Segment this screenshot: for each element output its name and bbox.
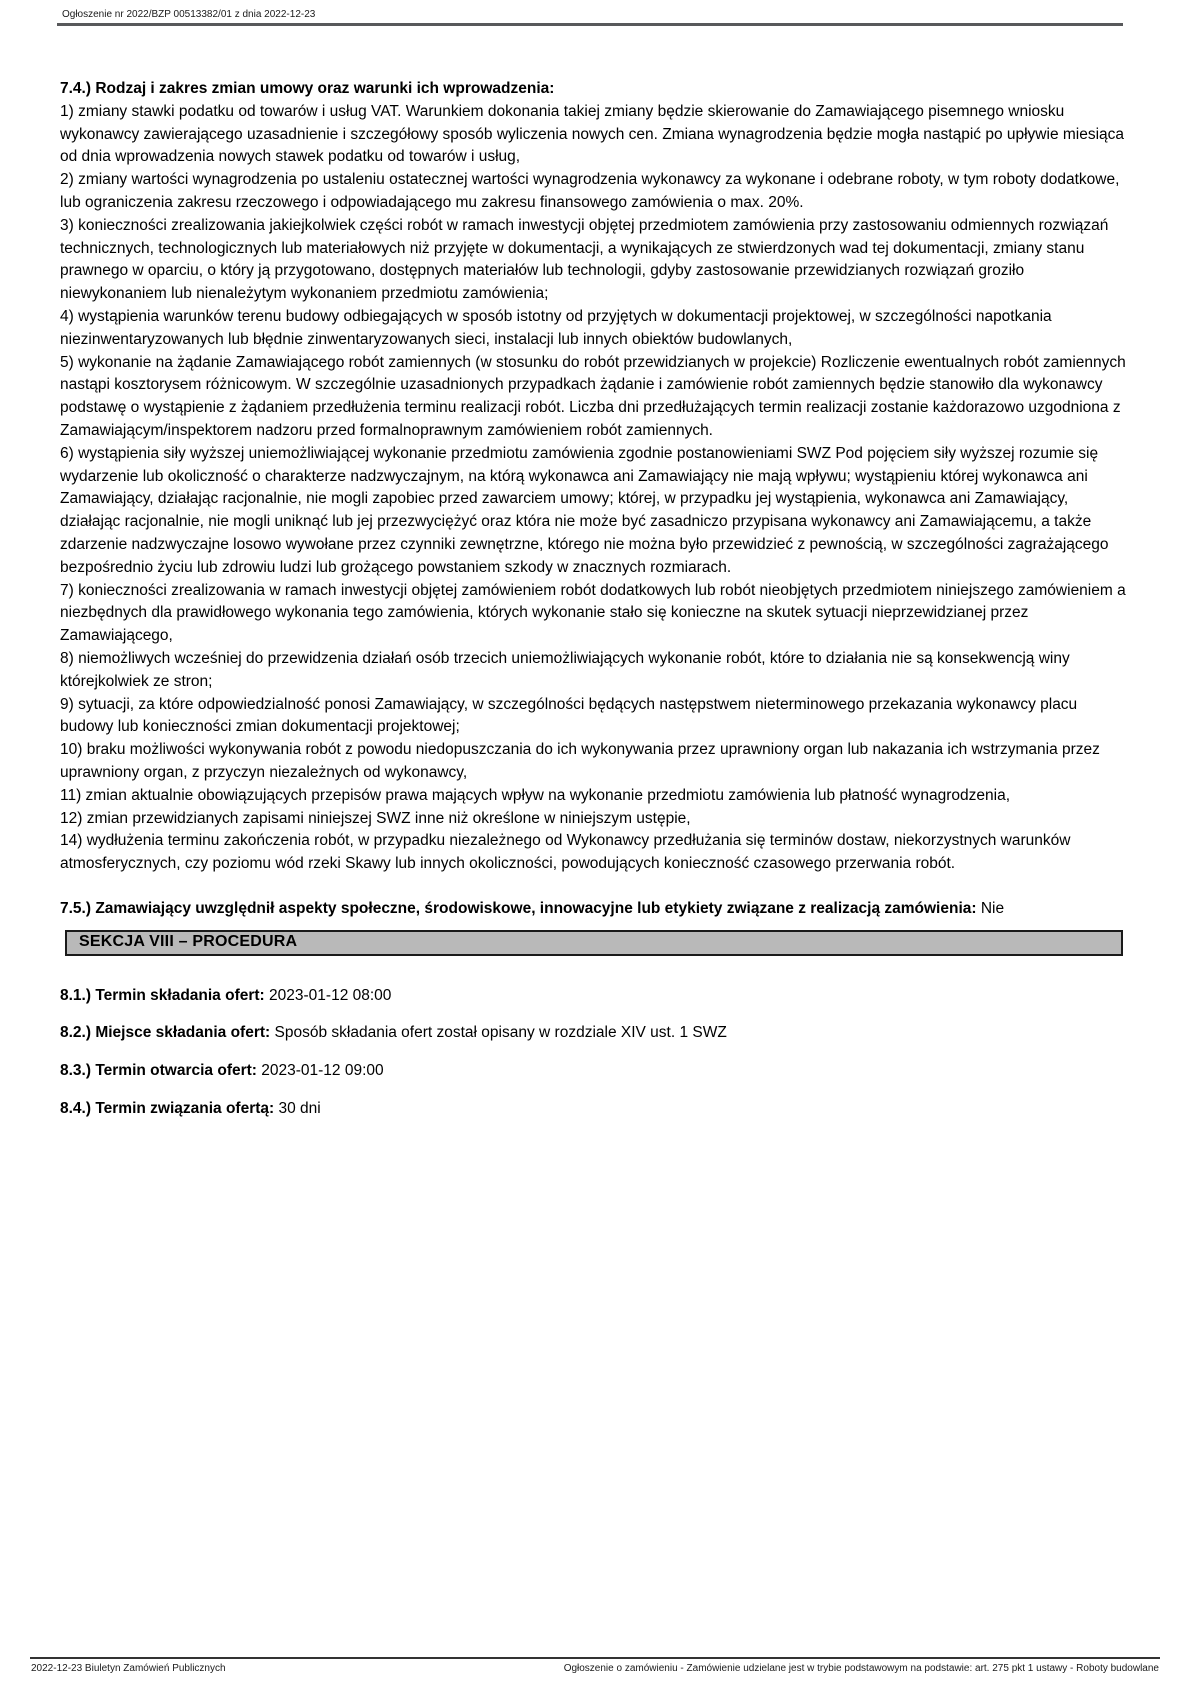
section-7-4-heading: 7.4.) Rodzaj i zakres zmian umowy oraz warunki ich wprowadzenia: bbox=[60, 80, 555, 97]
clause-item-11: 11) zmian aktualnie obowiązujących przepisów prawa mających wpływ na wykonanie przedmiotu zamówienia lub płatność wynagrodzenia, bbox=[60, 786, 1011, 804]
page-header-announcement-number: Ogłoszenie nr 2022/BZP 00513382/01 z dnia 2022-12-23 bbox=[62, 9, 316, 20]
section-viii-title: SEKCJA VIII – PROCEDURA bbox=[79, 933, 298, 951]
clause-item-10: 10) braku możliwości wykonywania robót z powodu niedopuszczania do ich wykonywania przez uprawniony organ lub nakazania ich wstrzymania przez uprawniony organ, z przyczyn niezależnych od wykonawcy, bbox=[60, 741, 1100, 781]
entry-8-4-label: 8.4.) Termin związania ofertą: bbox=[60, 1100, 275, 1118]
entry-8-1-termin-skladania-ofert bbox=[60, 985, 1132, 1008]
clause-item-1: 1) zmiany stawki podatku od towarów i usług VAT. Warunkiem dokonania takiej zmiany będzie skierowanie do Zamawiającego pisemnego wniosku wykonawcy zawierającego uzasadnienie i szczegółowy sposób wyliczenia nowych cen. Zmiana wynagrodzenia będzie mogła nastąpić po upływie miesiąca od dnia wprowadzenia nowych stawek podatku od towarów i usług, bbox=[60, 102, 1125, 166]
clause-item-2: 2) zmiany wartości wynagrodzenia po ustaleniu ostatecznej wartości wynagrodzenia wykonawcy za wykonane i odebrane roboty, w tym roboty dodatkowe, lub ograniczenia zakresu rzeczowego i odpowiadającego mu zakresu finansowego zamówienia o max. 20%. bbox=[60, 171, 1120, 211]
section-7-5-paragraph bbox=[60, 898, 1132, 921]
header-divider-rule bbox=[57, 23, 1123, 26]
footer-divider-rule bbox=[30, 1657, 1160, 1659]
section-8-entries bbox=[60, 985, 1132, 1121]
clause-item-3: 3) konieczności zrealizowania jakiejkolwiek części robót w ramach inwestycji objętej przedmiotem zamówienia przy zastosowaniu odmiennych rozwiązań technicznych, technologicznych lub materiałowych niż przyjęte w dokumentacji, a wynikających ze stwierdzonych wad tej dokumentacji, zmiany stanu prawnego w oparciu, o który ją przygotowano, dostępnych materiałów lub technologii, gdyby zastosowanie przewidzianych rozwiązań groziło niewykonaniem lub nienależytym wykonaniem przedmiotu zamówienia; bbox=[60, 216, 1109, 303]
clause-item-8: 8) niemożliwych wcześniej do przewidzenia działań osób trzecich uniemożliwiających wykonanie robót, które to działania nie są konsekwencją winy którejkolwiek ze stron; bbox=[60, 649, 1070, 690]
entry-8-2-miejsce-skladania-ofert bbox=[60, 1022, 1132, 1045]
footer-bulletin-label: 2022-12-23 Biuletyn Zamówień Publicznych bbox=[31, 1663, 226, 1674]
entry-8-4-termin-zwiazania-oferta bbox=[60, 1098, 1132, 1121]
section-7-5-value: Nie bbox=[980, 899, 1005, 917]
section-7-5-label: 7.5.) Zamawiający uwzględnił aspekty społeczne, środowiskowe, innowacyjne lub etykiety związane z realizacją zamówienia: bbox=[60, 899, 977, 917]
entry-8-4-value: 30 dni bbox=[278, 1100, 321, 1118]
entry-8-1-label: 8.1.) Termin składania ofert: bbox=[60, 986, 265, 1004]
entry-8-3-value: 2023-01-12 09:00 bbox=[261, 1062, 384, 1080]
clause-item-14: 14) wydłużenia terminu zakończenia robót, w przypadku niezależnego od Wykonawcy przedłużania się terminów dostaw, niekorzystnych warunków atmosferycznych, czy poziomu wód rzeki Skawy lub innych okoliczności, powodujących konieczność czasowego przerwania robót. bbox=[60, 832, 1071, 873]
clause-item-6: 6) wystąpienia siły wyższej uniemożliwiającej wykonanie przedmiotu zamówienia zgodnie postanowieniami SWZ Pod pojęciem siły wyższej rozumie się wydarzenie lub okoliczność o charakterze nadzwyczajnym, na którą wykonawca ani Zamawiający nie mają wpływu; wystąpieniu której wykonawca ani Zamawiający, działając racjonalnie, nie mogli zapobiec przed zawarciem umowy; której, w przypadku jej wystąpienia, wykonawca ani Zamawiający, działając racjonalnie, nie mogli uniknąć lub jej przezwyciężyć oraz która nie może być zasadniczo przypisana wykonawcy ani Zamawiającemu, a także zdarzenie nadzwyczajne losowo wywołane przez czynniki zewnętrzne, którego nie można było przewidzieć z pewnością, w szczególności zagrażającego bezpośrednio życiu lub zdrowiu ludzi lub grożącego powstaniem szkody w znacznych rozmiarach. bbox=[60, 444, 1109, 576]
section-viii-procedura-bar bbox=[65, 930, 1123, 956]
section-7-4-clause-list bbox=[60, 101, 1132, 876]
entry-8-1-value: 2023-01-12 08:00 bbox=[269, 986, 392, 1004]
footer-announcement-type-label: Ogłoszenie o zamówieniu - Zamówienie udzielane jest w trybie podstawowym na podstawie: art. 275 pkt 1 ustawy - Roboty budowlane bbox=[563, 1663, 1159, 1674]
clause-item-7: 7) konieczności zrealizowania w ramach inwestycji objętej zamówieniem robót dodatkowych lub robót nieobjętych przedmiotem niniejszego zamówieniem a niezbędnych dla prawidłowego wykonania tego zamówienia, których wykonanie stało się konieczne na skutek sytuacji nieprzewidzianej przez Zamawiającego, bbox=[60, 581, 1126, 645]
entry-8-2-label: 8.2.) Miejsce składania ofert: bbox=[60, 1024, 271, 1042]
document-body bbox=[60, 78, 1132, 1136]
clause-item-9: 9) sytuacji, za które odpowiedzialność ponosi Zamawiający, w szczególności będących następstwem nieterminowego przekazania wykonawcy placu budowy lub konieczności zmian dokumentacji projektowej; bbox=[60, 695, 1078, 736]
clause-item-5: 5) wykonanie na żądanie Zamawiającego robót zamiennych (w stosunku do robót przewidzianych w projekcie) Rozliczenie ewentualnych robót zamiennych nastąpi kosztorysem różnicowym. W szczególnie uzasadnionych przypadkach żądanie i zamówienie robót zamiennych będzie stanowiło dla wykonawcy podstawę o wystąpienie z żądaniem przedłużenia terminu realizacji robót. Liczba dni przedłużających termin realizacji zostanie każdorazowo uzgodniona z Zamawiającym/inspektorem nadzoru przed formalnoprawnym zamówieniem robót zamiennych. bbox=[60, 353, 1126, 439]
clause-item-12: 12) zmian przewidzianych zapisami niniejszej SWZ inne niż określone w niniejszym ustępie, bbox=[60, 809, 691, 827]
entry-8-3-termin-otwarcia-ofert bbox=[60, 1060, 1132, 1083]
clause-item-4: 4) wystąpienia warunków terenu budowy odbiegających w sposób istotny od przyjętych w dokumentacji projektowej, w szczególności napotkania niezinwentaryzowanych lub błędnie zinwentaryzowanych sieci, instalacji lub innych obiektów budowlanych, bbox=[60, 307, 1052, 348]
entry-8-3-label: 8.3.) Termin otwarcia ofert: bbox=[60, 1062, 257, 1080]
entry-8-2-value: Sposób składania ofert został opisany w rozdziale XIV ust. 1 SWZ bbox=[274, 1024, 727, 1042]
